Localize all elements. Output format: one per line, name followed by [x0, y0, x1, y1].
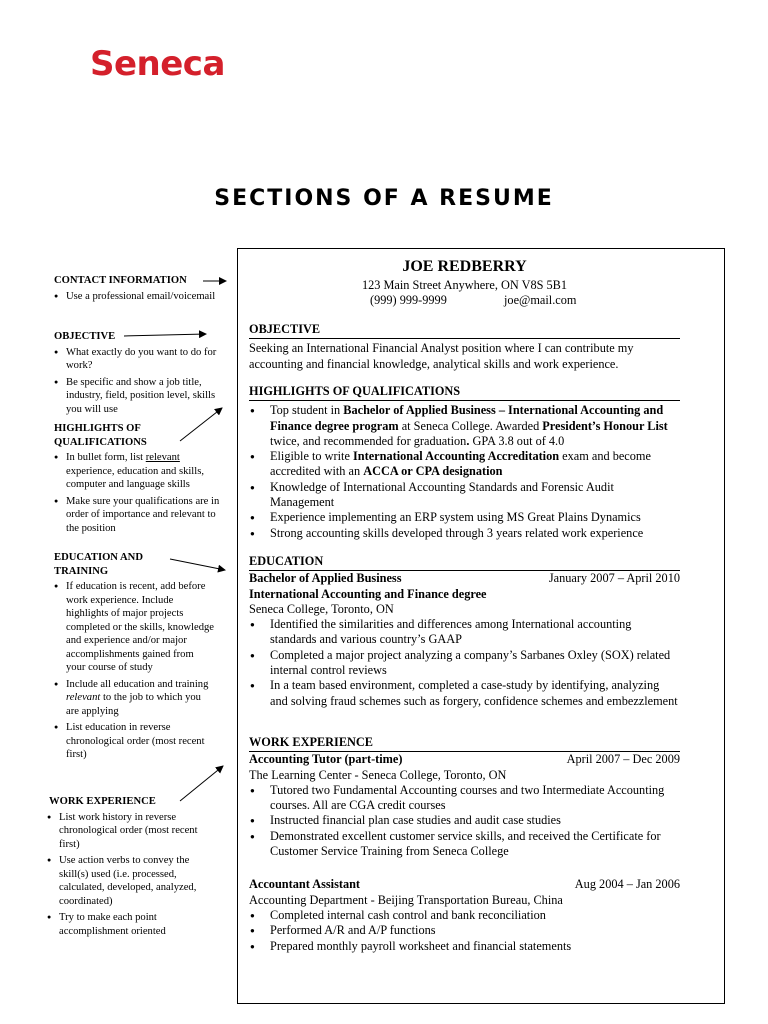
guide-education — [54, 551, 164, 578]
highlight-item: ● Top student in Bachelor of Applied Business – International Accounting and Finance degree program at Seneca College. Awarded President’s Honour List twice, and recommended for graduation. GPA 3.8 out of 4.0 — [249, 403, 680, 449]
guide-education-list — [54, 580, 214, 765]
highlight-item: ● Experience implementing an ERP system using MS Great Plains Dynamics — [249, 510, 680, 525]
seneca-logo: Seneca — [90, 44, 225, 84]
job2-org: Accounting Department - Beijing Transportation Bureau, China — [249, 892, 563, 907]
guide-education-item: ● List education in reverse chronological order (most recent first) — [54, 721, 214, 762]
highlight-item: ● Eligible to write International Accounting Accreditation exam and become accredited with an ACCA or CPA designation — [249, 449, 680, 480]
guide-highlights-heading: HIGHLIGHTS OF QUALIFICATIONS — [54, 423, 147, 448]
education-item: ● Completed a major project analyzing a company’s Sarbanes Oxley (SOX) related internal control reviews — [249, 648, 680, 679]
education-item: ● Identified the similarities and differences among International accounting standards and various country’s GAAP — [249, 617, 680, 648]
guide-objective-heading: OBJECTIVE — [54, 331, 116, 342]
resume-education — [249, 554, 680, 709]
guide-education-heading: EDUCATION AND TRAINING — [54, 552, 143, 577]
education-degree: Bachelor of Applied Business — [249, 571, 402, 586]
resume-address: 123 Main Street Anywhere, ON V8S 5B1 — [361, 278, 568, 292]
resume-work-heading: WORK EXPERIENCE — [249, 735, 680, 752]
resume-phone: (999) 999-9999 — [370, 293, 447, 307]
education-program: International Accounting and Finance degree — [249, 586, 487, 601]
guide-objective-item: ● What exactly do you want to do for work? — [54, 346, 222, 373]
education-dates: January 2007 – April 2010 — [548, 571, 680, 586]
resume-highlights-heading: HIGHLIGHTS OF QUALIFICATIONS — [249, 384, 680, 401]
guide-highlights-item: ● Make sure your qualifications are in order of importance and relevant to the position — [54, 495, 222, 536]
guide-highlights-list — [54, 451, 222, 538]
education-item: ● In a team based environment, completed a case-study by identifying, analyzing and solving fraud schemes such as forgery, confidence schemes and embezzlement — [249, 678, 680, 709]
job1-item: ● Tutored two Fundamental Accounting courses and two Intermediate Accounting courses. All are CGA credit courses — [249, 783, 680, 814]
resume-objective-text: Seeking an International Financial Analyst position where I can contribute my accounting and financial knowledge, analytical skills and work experience. — [249, 341, 634, 371]
highlight-item: ● Knowledge of International Accounting Standards and Forensic Audit Management — [249, 480, 680, 511]
guide-work — [49, 795, 217, 941]
job2-item: ● Completed internal cash control and bank reconciliation — [249, 908, 680, 923]
resume-email: joe@mail.com — [504, 293, 577, 307]
highlight-item: ● Strong accounting skills developed through 3 years related work experience — [249, 526, 680, 541]
guide-contact — [54, 274, 222, 306]
job2-item: ● Performed A/R and A/P functions — [249, 923, 680, 938]
education-school: Seneca College, Toronto, ON — [249, 601, 394, 616]
guide-highlights-item: ● In bullet form, list relevant experience, education and skills, computer and language skills — [54, 451, 222, 492]
guide-work-heading: WORK EXPERIENCE — [49, 796, 156, 807]
job1-item: ● Demonstrated excellent customer service skills, and received the Certificate for Customer Service Training from Seneca College — [249, 829, 680, 860]
job1-title: Accounting Tutor (part-time) — [249, 752, 403, 767]
job1-org: The Learning Center - Seneca College, Toronto, ON — [249, 767, 507, 782]
arrow-education — [170, 559, 225, 570]
guide-work-item: ● Use action verbs to convey the skill(s) used (i.e. processed, calculated, developed, analyzed, coordinated) — [47, 854, 217, 908]
page-title: SECTIONS OF A RESUME — [214, 186, 554, 211]
resume-objective-heading: OBJECTIVE — [249, 322, 680, 339]
job2-dates: Aug 2004 – Jan 2006 — [574, 877, 680, 892]
guide-education-item: ● If education is recent, add before work experience. Include highlights of major projects completed or the skills, knowledge and experience and/or major accomplishments gained from your course of study — [54, 580, 214, 675]
resume-sample — [237, 248, 725, 1004]
guide-contact-item: ● Use a professional email/voicemail — [54, 290, 222, 304]
job2-item: ● Prepared monthly payroll worksheet and financial statements — [249, 939, 680, 954]
resume-name: JOE REDBERRY — [402, 258, 527, 275]
resume-highlights — [249, 384, 680, 541]
job1-dates: April 2007 – Dec 2009 — [566, 752, 680, 767]
resume-work — [249, 735, 680, 954]
resume-objective — [249, 322, 680, 372]
resume-education-heading: EDUCATION — [249, 554, 680, 571]
guide-highlights — [54, 422, 174, 449]
guide-work-item: ● List work history in reverse chronological order (most recent first) — [47, 811, 217, 852]
guide-contact-heading: CONTACT INFORMATION — [54, 275, 187, 286]
guide-work-item: ● Try to make each point accomplishment oriented — [47, 911, 217, 938]
guide-objective-item: ● Be specific and show a job title, industry, field, position level, skills you will use — [54, 376, 222, 417]
guide-education-item: ● Include all education and training relevant to the job to which you are applying — [54, 678, 214, 719]
job2-title: Accountant Assistant — [249, 877, 361, 892]
guide-objective — [54, 330, 222, 419]
job1-item: ● Instructed financial plan case studies and audit case studies — [249, 813, 680, 828]
